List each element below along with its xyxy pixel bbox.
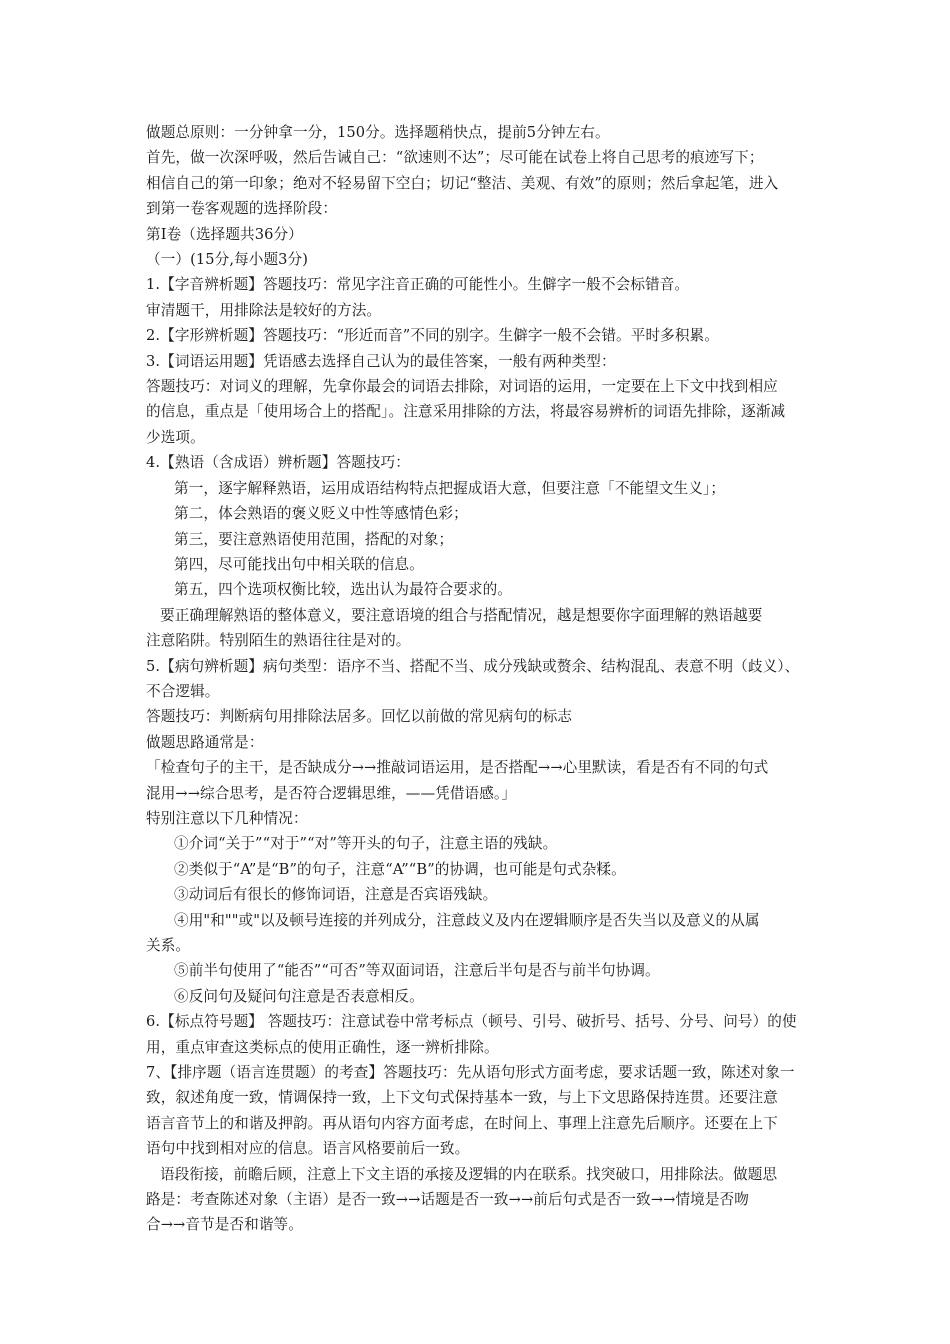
text-line: 关系。 — [146, 937, 191, 954]
document-body — [146, 120, 810, 1238]
text-line: 1.【字音辨析题】答题技巧：常见字注音正确的可能性小。生僻字一般不会标错音。 — [146, 276, 690, 294]
text-line: 审清题干，用排除法是较好的方法。 — [146, 301, 382, 319]
text-line: 第五，四个选项权衡比较，选出认为最符合要求的。 — [174, 581, 512, 599]
text-line: 特别注意以下几种情况： — [146, 809, 308, 827]
text-line: ①介词“关于”“对于”“对”等开头的句子，注意主语的残缺。 — [174, 835, 558, 853]
text-line: 相信自己的第一印象；绝对不轻易留下空白；切记“整洁、美观、有效”的原则；然后拿起笔，进入 — [146, 174, 779, 192]
text-line: 语段衔接，前瞻后顾，注意上下文主语的承接及逻辑的内在联系。找突破口，用排除法。做题思 — [160, 1165, 778, 1183]
text-line: 第一，逐字解释熟语，运用成语结构特点把握成语大意，但要注意「不能望文生义」； — [174, 479, 726, 497]
text-line: 注意陷阱。特别陌生的熟语往往是对的。 — [146, 632, 411, 650]
text-line: 第三，要注意熟语使用范围，搭配的对象； — [174, 530, 454, 548]
text-line: 用，重点审查这类标点的使用正确性，逐一辨析排除。 — [146, 1038, 499, 1056]
text-line: 答题技巧：判断病句用排除法居多。回忆以前做的常见病句的标志 — [146, 708, 573, 726]
text-line: 要正确理解熟语的整体意义，要注意语境的组合与搭配情况，越是想要你字面理解的熟语越要 — [160, 606, 763, 624]
text-line: 致，叙述角度一致，情调保持一致，上下文句式保持基本一致，与上下文思路保持连贯。还要注意 — [146, 1089, 778, 1107]
text-line: 「检查句子的主干，是否缺成分→→推敲词语运用，是否搭配→→心里默读，看是否有不同的句式 — [146, 759, 769, 777]
text-line: 5.【病句辨析题】病句类型：语序不当、搭配不当、成分残缺或赘余、结构混乱、表意不明（歧义）、 — [146, 657, 800, 675]
text-line: ③动词后有很长的修饰词语，注意是否宾语残缺。 — [174, 886, 498, 904]
text-line: 第二，体会熟语的褒义贬义中性等感情色彩； — [174, 505, 468, 523]
text-line: （一）(15分,每小题3分) — [146, 251, 309, 269]
text-line: 少选项。 — [146, 428, 205, 446]
text-line: 第四，尽可能找出句中相关联的信息。 — [174, 555, 424, 573]
text-line: 语句中找到相对应的信息。语言风格要前后一致。 — [146, 1140, 470, 1158]
text-line: 到第一卷客观题的选择阶段： — [146, 200, 338, 218]
text-line: 7、【排序题（语言连贯题）的考查】答题技巧：先从语句形式方面考虑，要求话题一致，陈述对象一 — [146, 1064, 795, 1082]
text-line: ④用"和""或"以及顿号连接的并列成分，注意歧义及内在逻辑顺序是否失当以及意义的从属 — [174, 911, 760, 929]
text-line: 路是：考查陈述对象（主语）是否一致→→话题是否一致→→前后句式是否一致→→情境是否吻 — [146, 1191, 749, 1209]
text-line: 6.【标点符号题】 答题技巧：注意试卷中常考标点（顿号、引号、破折号、括号、分号、问号）的使 — [146, 1013, 797, 1031]
text-line: 答题技巧：对词义的理解，先拿你最会的词语去排除，对词语的运用，一定要在上下文中找到相应 — [146, 378, 778, 396]
text-line: ②类似于“A”是“B”的句子，注意“A”“B”的协调，也可能是句式杂糅。 — [174, 860, 626, 878]
text-line: 的信息，重点是「使用场合上的搭配」。注意采用排除的方法，将最容易辨析的词语先排除，逐渐减 — [146, 403, 786, 421]
text-line: 合→→音节是否和谐等。 — [146, 1216, 303, 1234]
text-line: 2.【字形辨析题】答题技巧：“形近而音”不同的别字。生僻字一般不会错。平时多积累。 — [146, 327, 719, 345]
text-line: 做题总原则：一分钟拿一分，150分。选择题稍快点，提前5分钟左右。 — [146, 124, 610, 141]
text-line: 不合逻辑。 — [146, 682, 220, 700]
text-line: 3.【词语运用题】凭语感去选择自己认为的最佳答案，一般有两种类型： — [146, 352, 616, 370]
text-line: ⑤前半句使用了“能否”“可否”等双面词语，注意后半句是否与前半句协调。 — [174, 962, 660, 980]
text-line: 第Ⅰ卷（选择题共36分） — [146, 225, 303, 243]
text-line: 混用→→综合思考，是否符合逻辑思维，——凭借语感。」 — [146, 784, 517, 802]
text-line: 语言音节上的和谐及押韵。再从语句内容方面考虑，在时间上、事理上注意先后顺序。还要在上下 — [146, 1114, 778, 1132]
text-line: 首先，做一次深呼吸，然后告诫自己：“欲速则不达”；尽可能在试卷上将自己思考的痕迹写下； — [146, 149, 764, 167]
text-line: 做题思路通常是： — [146, 733, 264, 751]
text-line: 4.【熟语（含成语）辨析题】答题技巧： — [146, 454, 410, 472]
text-line: ⑥反问句及疑问句注意是否表意相反。 — [174, 987, 424, 1005]
